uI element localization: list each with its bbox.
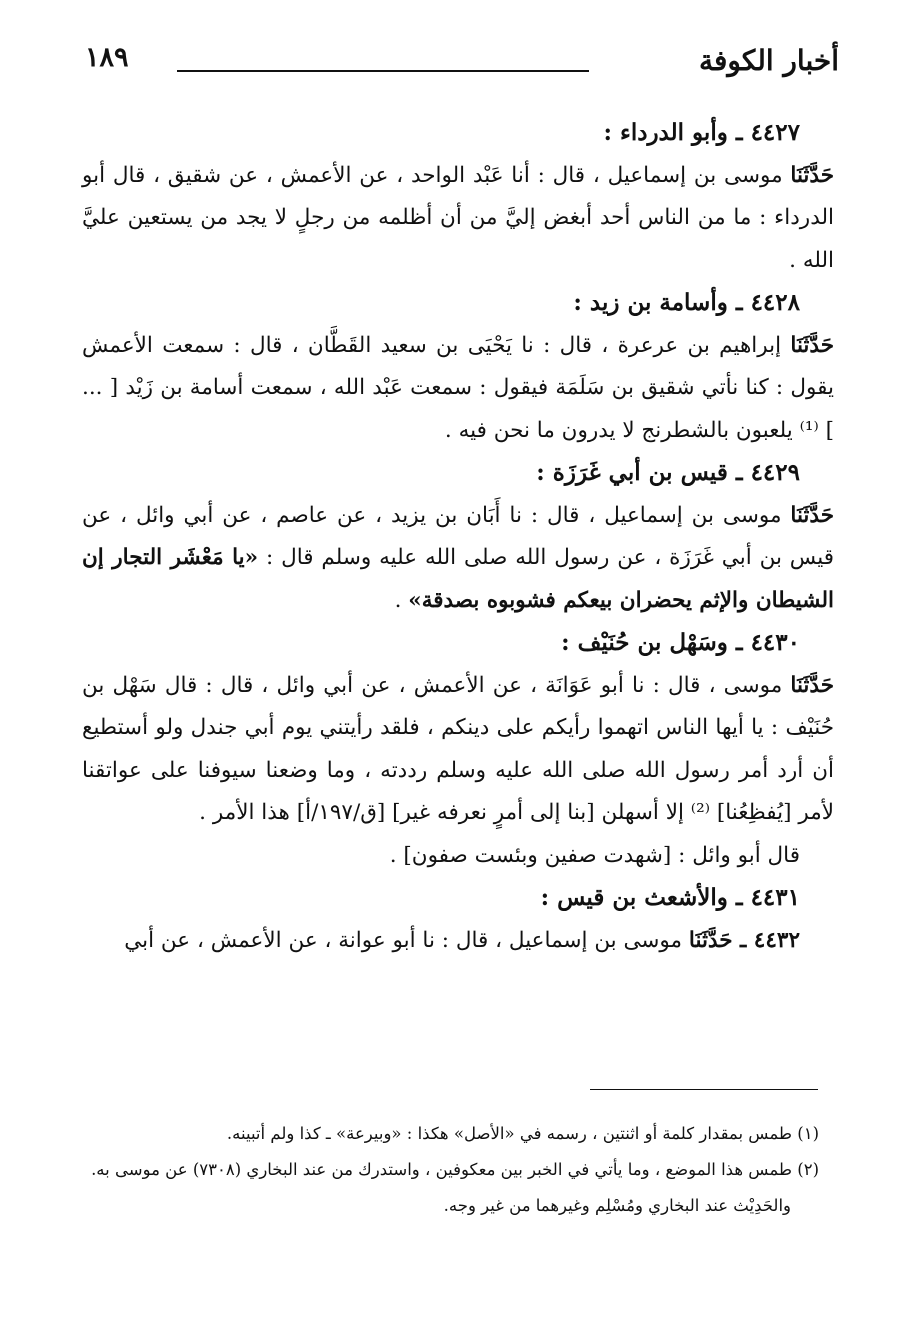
entry-number: ٤٤٣٢ ـ: [732, 927, 800, 953]
narration-keyword: حَدَّثَنَا: [790, 502, 834, 528]
header-rule: [177, 70, 589, 72]
footnote-continuation: والحَدِيْث عند البخاري ومُسْلِم وغيرهما من غير وجه.: [443, 1196, 791, 1215]
entry-heading: ٤٤٣٠ ـ وسَهْل بن حُنَيْف :: [561, 629, 800, 656]
entry-text: موسى بن إسماعيل ، قال : أنا عَبْد الواحد ، عن الأعمش ، عن شقيق ، قال أبو الدرداء : ما من الناس أحد أبغض إليَّ من أن أظلمه من رجلٍ لا يجد من يستعين عليَّ الله .: [82, 162, 835, 273]
page-number: ١٨٩: [85, 42, 129, 73]
entry-text: موسى بن إسماعيل ، قال : نا أَبَان بن يزيد ، عن عاصم ، عن أبي وائل ، عن قيس بن أبي غَرَزَة ، عن رسول الله صلى الله عليه وسلم قال :: [82, 502, 834, 570]
page-header: [85, 40, 839, 86]
narration-keyword: حَدَّثَنَا: [790, 332, 834, 358]
footnote: (١) طمس بمقدار كلمة أو اثنتين ، رسمه في «الأصل» هكذا : «وبيرعة» ـ كذا ولم أتبينه.: [226, 1124, 819, 1143]
running-title: أخبار الكوفة: [699, 44, 839, 77]
entry-text: موسى بن إسماعيل ، قال : نا أبو عوانة ، عن الأعمش ، عن أبي: [124, 927, 689, 953]
footnotes: [82, 1118, 819, 1226]
entry-paragraph-extra: قال أبو وائل : [شهدت صفين وبئست صفون] .: [389, 842, 800, 868]
entry-paragraph: [82, 155, 834, 283]
entry-text: موسى ، قال : نا أبو عَوَانَة ، عن الأعمش ، عن أبي وائل ، قال : قال سَهْل بن حُنَيْف : يا أيها الناس اتهموا رأيكم على دينكم ، فلقد رأيتني يوم أبي جندل ولو أستطيع أن أرد أمر رسول الله صلى الله عليه وسلم رددته ، وما وضعنا سيوفنا على عواتقنا لأمر [يُفظِعُنا] ⁽²⁾ إلا أسهلن [بنا إلى أمرٍ نعرفه غير] [ق/١٩٧/أ] هذا الأمر .: [82, 672, 834, 825]
narration-keyword: حَدَّثَنَا: [790, 672, 834, 698]
entry-text: إبراهيم بن عرعرة ، قال : نا يَحْيَى بن سعيد القَطَّان ، قال : سمعت الأعمش يقول : كنا نأتي شقيق بن سَلَمَة فيقول : سمعت عَبْد الله ، سمعت أسامة بن زَيْد [ ... ] ⁽¹⁾ يلعبون بالشطرنج لا يدرون ما نحن فيه .: [82, 332, 834, 443]
entry-heading: ٤٤٣١ ـ والأشعث بن قيس :: [540, 884, 800, 911]
entry-text-tail: .: [394, 587, 409, 613]
entry-heading: ٤٤٢٧ ـ وأبو الدرداء :: [603, 119, 800, 146]
entry-paragraph: [82, 920, 834, 963]
narration-keyword: حَدَّثَنَا: [688, 927, 733, 953]
hadith-quote: «يا مَعْشَر التجار إن الشيطان والإثم يحضران بيعكم فشوبوه بصدقة»: [82, 545, 834, 613]
footnote: (٢) طمس هذا الموضع ، وما يأتي في الخبر بين معكوفين ، واستدرك من عند البخاري (٧٣٠٨) عن موسى به.: [91, 1160, 819, 1179]
entry-paragraph: [82, 325, 834, 453]
entry-paragraph: [82, 665, 834, 835]
entry-paragraph: [82, 495, 834, 623]
footnote-separator: [590, 1089, 818, 1090]
main-text: [82, 112, 834, 962]
entry-heading: ٤٤٢٨ ـ وأسامة بن زيد :: [573, 289, 800, 316]
narration-keyword: حَدَّثَنَا: [790, 162, 834, 188]
entry-heading: ٤٤٢٩ ـ قيس بن أبي غَرَزَة :: [536, 459, 800, 486]
